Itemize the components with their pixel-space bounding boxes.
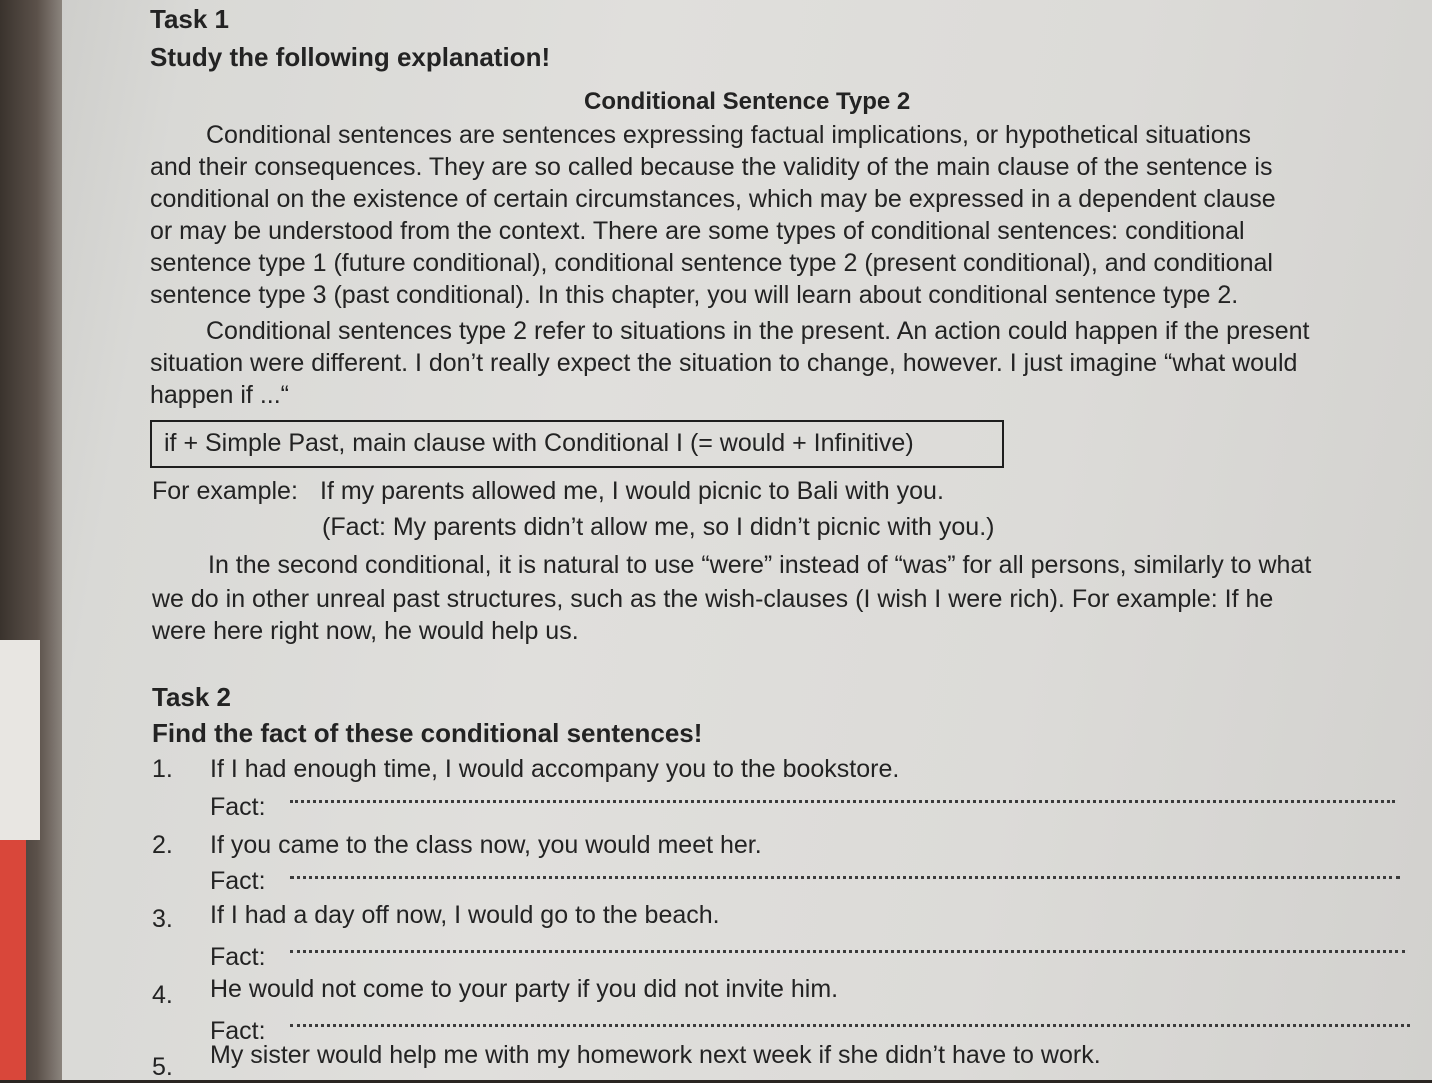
item-sentence: If I had a day off now, I would go to the beach. xyxy=(210,901,720,929)
paragraph-line: conditional on the existence of certain circumstances, which may be expressed in a dependent clause xyxy=(150,185,1276,213)
item-number: 2. xyxy=(152,831,173,859)
example-fact: (Fact: My parents didn’t allow me, so I didn’t picnic with you.) xyxy=(322,513,995,541)
item-sentence: My sister would help me with my homework next week if she didn’t have to work. xyxy=(210,1041,1101,1069)
answer-line[interactable] xyxy=(290,950,1405,953)
fact-label: Fact: xyxy=(210,793,266,821)
adjacent-page-edge xyxy=(0,640,40,840)
paragraph-line: sentence type 1 (future conditional), conditional sentence type 2 (present conditional), and conditional xyxy=(150,249,1273,277)
task1-instruction: Study the following explanation! xyxy=(150,42,551,72)
answer-line[interactable] xyxy=(290,800,1395,803)
paragraph-line: sentence type 3 (past conditional). In this chapter, you will learn about conditional sentence type 2. xyxy=(150,281,1239,309)
answer-line[interactable] xyxy=(290,876,1400,879)
item-number: 1. xyxy=(152,755,173,783)
task2-heading: Task 2 xyxy=(152,682,232,712)
fact-label: Fact: xyxy=(210,943,266,971)
fact-label: Fact: xyxy=(210,1017,266,1045)
paragraph-line: happen if ...“ xyxy=(150,381,289,409)
example-sentence: If my parents allowed me, I would picnic to Bali with you. xyxy=(320,477,944,505)
paragraph-line: and their consequences. They are so called because the validity of the main clause of the sentence is xyxy=(150,153,1273,181)
paragraph-line: we do in other unreal past structures, such as the wish-clauses (I wish I were rich). For example: If he xyxy=(152,585,1274,613)
section-title: Conditional Sentence Type 2 xyxy=(584,88,911,115)
answer-line[interactable] xyxy=(290,1024,1410,1027)
item-number: 5. xyxy=(152,1053,173,1081)
item-sentence: If you came to the class now, you would meet her. xyxy=(210,831,762,859)
example-label: For example: xyxy=(152,477,298,505)
item-number: 3. xyxy=(152,905,173,933)
formula-box xyxy=(150,420,1004,468)
item-sentence: He would not come to your party if you did not invite him. xyxy=(210,975,839,1003)
paragraph-line: In the second conditional, it is natural to use “were” instead of “was” for all persons, similarly to what xyxy=(208,551,1312,579)
paragraph-line: or may be understood from the context. There are some types of conditional sentences: conditional xyxy=(150,217,1245,245)
formula-text: if + Simple Past, main clause with Conditional I (= would + Infinitive) xyxy=(164,429,914,457)
fact-label: Fact: xyxy=(210,867,266,895)
adjacent-cover-edge xyxy=(0,840,26,1080)
paragraph-line: Conditional sentences are sentences expressing factual implications, or hypothetical situations xyxy=(206,121,1252,149)
task2-instruction: Find the fact of these conditional sentences! xyxy=(152,718,703,748)
paragraph-line: Conditional sentences type 2 refer to situations in the present. An action could happen if the present xyxy=(206,317,1310,345)
task1-heading: Task 1 xyxy=(150,4,230,34)
paragraph-line: were here right now, he would help us. xyxy=(152,617,579,645)
item-number: 4. xyxy=(152,981,173,1009)
paragraph-line: situation were different. I don’t really expect the situation to change, however. I just imagine “what would xyxy=(150,349,1298,377)
item-sentence: If I had enough time, I would accompany you to the bookstore. xyxy=(210,755,900,783)
